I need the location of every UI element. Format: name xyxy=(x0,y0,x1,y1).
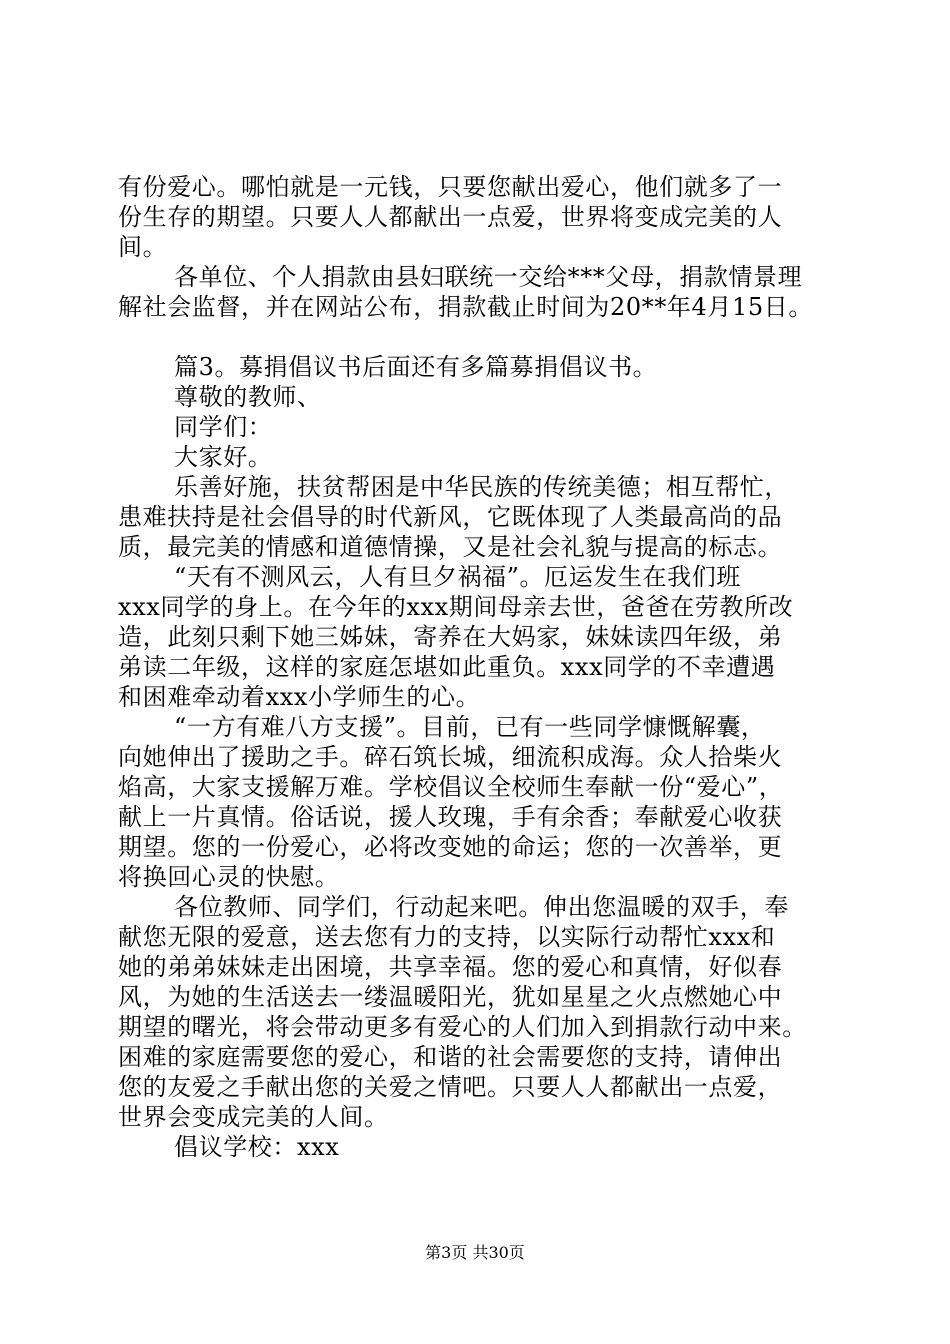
text-line: 各单位、个人捐款由县妇联统一交给***父母，捐款情景理 xyxy=(174,263,803,291)
text-line: 您的友爱之手献出您的关爱之情吧。只要人人都献出一点爱， xyxy=(118,1073,783,1101)
paragraph xyxy=(118,442,858,472)
paragraph xyxy=(118,472,858,562)
document-body xyxy=(118,172,858,1162)
text-line: 份生存的期望。只要人人都献出一点爱，世界将变成完美的人 xyxy=(118,203,783,231)
paragraph xyxy=(118,892,858,1132)
text-line: 患难扶持是社会倡导的时代新风，它既体现了人类最高尚的品 xyxy=(118,503,783,531)
paragraph xyxy=(118,712,858,892)
text-line: 和困难牵动着xxx小学师生的心。 xyxy=(118,683,481,711)
paragraph xyxy=(118,172,858,262)
paragraph xyxy=(118,1132,858,1162)
text-line: 尊敬的教师、 xyxy=(174,383,322,411)
paragraph xyxy=(118,562,858,712)
text-line: 倡议学校：xxx xyxy=(174,1133,340,1161)
paragraph xyxy=(118,352,858,382)
text-line: 篇3。募捐倡议书后面还有多篇募捐倡议书。 xyxy=(174,353,658,381)
text-line: 献上一片真情。俗话说，援人玫瑰，手有余香；奉献爱心收获 xyxy=(118,803,783,831)
text-line: 献您无限的爱意，送去您有力的支持，以实际行动帮忙xxx和 xyxy=(118,923,776,951)
page-footer: 第3页 共30页 xyxy=(425,1243,525,1262)
text-line: 世界会变成完美的人间。 xyxy=(118,1103,389,1131)
text-line: 困难的家庭需要您的爱心，和谐的社会需要您的支持，请伸出 xyxy=(118,1043,783,1071)
text-line: 有份爱心。哪怕就是一元钱，只要您献出爱心，他们就多了一 xyxy=(118,173,783,201)
text-line: 间。 xyxy=(118,233,168,261)
text-line: 焰高，大家支援解万难。学校倡议全校师生奉献一份“爱心”， xyxy=(118,773,784,801)
text-line: xxx同学的身上。在今年的xxx期间母亲去世，爸爸在劳教所改 xyxy=(118,593,794,621)
text-line: 解社会监督，并在网站公布，捐款截止时间为20**年4月15日。 xyxy=(118,293,813,321)
text-line: 向她伸出了援助之手。碎石筑长城，细流积成海。众人拾柴火 xyxy=(118,743,783,771)
text-line: 风，为她的生活送去一缕温暖阳光，犹如星星之火点燃她心中 xyxy=(118,983,783,1011)
text-line: 造，此刻只剩下她三姊妹，寄养在大妈家，妹妹读四年级，弟 xyxy=(118,623,783,651)
paragraph-gap xyxy=(118,322,858,352)
text-line: 期望。您的一份爱心，必将改变她的命运；您的一次善举，更 xyxy=(118,833,783,861)
text-line: 同学们： xyxy=(174,413,273,441)
text-line: 她的弟弟妹妹走出困境，共享幸福。您的爱心和真情，好似春 xyxy=(118,953,783,981)
text-line: 期望的曙光，将会带动更多有爱心的人们加入到捐款行动中来。 xyxy=(118,1013,807,1041)
paragraph xyxy=(118,412,858,442)
text-line: “天有不测风云，人有旦夕祸福”。厄运发生在我们班 xyxy=(174,563,741,591)
text-line: 质，最完美的情感和道德情操，又是社会礼貌与提高的标志。 xyxy=(118,533,783,561)
text-line: 将换回心灵的快慰。 xyxy=(118,863,340,891)
text-line: 乐善好施，扶贫帮困是中华民族的传统美德；相互帮忙， xyxy=(174,473,789,501)
paragraph xyxy=(118,382,858,412)
paragraph xyxy=(118,262,858,322)
text-line: 大家好。 xyxy=(174,443,273,471)
text-line: “一方有难八方支援”。目前，已有一些同学慷慨解囊， xyxy=(174,713,766,741)
text-line: 弟读二年级，这样的家庭怎堪如此重负。xxx同学的不幸遭遇 xyxy=(118,653,776,681)
text-line: 各位教师、同学们，行动起来吧。伸出您温暖的双手，奉 xyxy=(174,893,789,921)
